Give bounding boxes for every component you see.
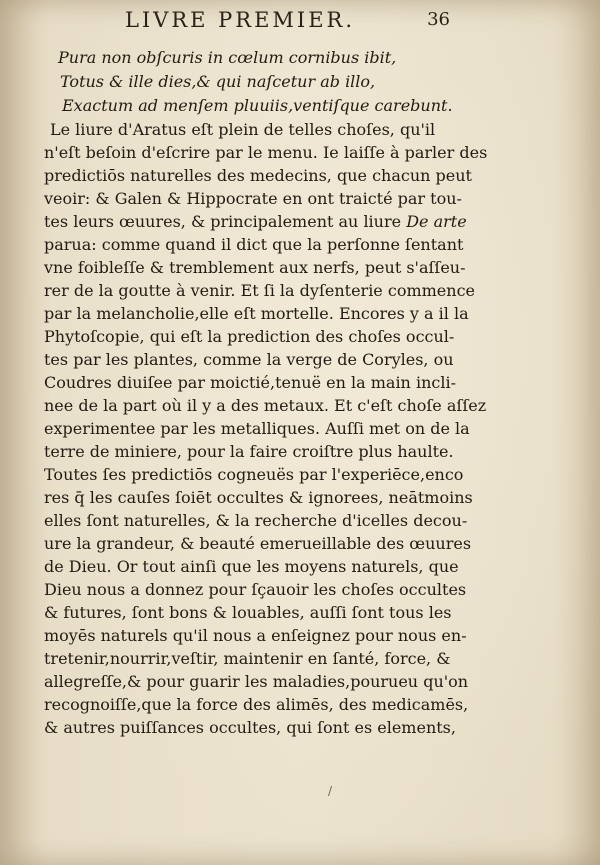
- text-line: vne foibleſſe & tremblement aux nerfs, peut s'aſſeu-: [44, 258, 466, 277]
- text-line-part: tes leurs œuures, & principalement au liure: [44, 212, 402, 231]
- body-text: [44, 118, 488, 739]
- text-line: veoir: & Galen & Hippocrate en ont traicté par tou-: [44, 189, 462, 208]
- text-line: recognoiſſe,que la force des alimēs, des medicamēs,: [44, 695, 469, 714]
- text-line: Coudres diuiſee par moictié,tenuë en la main incli-: [44, 373, 456, 392]
- text-line: par la melancholie,elle eſt mortelle. Encores y a il la: [44, 304, 469, 323]
- text-line: tretenir,nourrir,veſtir, maintenir en ſanté, force, &: [44, 649, 451, 668]
- text-line: experimentee par les metalliques. Auſſi met on de la: [44, 419, 470, 438]
- italic-title: De arte: [406, 212, 467, 231]
- text-line: moyēs naturels qu'il nous a enſeignez pour nous en-: [44, 626, 467, 645]
- verse-line: Pura non obſcuris in cœlum cornibus ibit,: [58, 48, 397, 67]
- verse-line: Exactum ad menſem pluuiis,ventiſque carebunt.: [62, 96, 453, 115]
- text-line: Phytoſcopie, qui eſt la prediction des choſes occul-: [44, 327, 455, 346]
- text-line: Toutes ſes predictiōs cogneuës par l'experiēce,enco: [44, 465, 464, 484]
- text-line: elles ſont naturelles, & la recherche d'icelles decou-: [44, 511, 468, 530]
- running-title: LIVRE PREMIER.: [124, 8, 356, 32]
- latin-verse: [58, 46, 458, 118]
- page-number: 36: [427, 9, 450, 30]
- text-line: Dieu nous a donnez pour ſçauoir les choſes occultes: [44, 580, 467, 599]
- text-line: n'eſt beſoin d'eſcrire par le menu. Ie laiſſe à parler des: [44, 143, 488, 162]
- text-line: de Dieu. Or tout ainſi que les moyens naturels, que: [44, 557, 459, 576]
- stray-ink-mark: /: [328, 784, 333, 798]
- text-line: parua: comme quand il dict que la perſonne ſentant: [44, 235, 464, 254]
- text-line: nee de la part où il y a des metaux. Et c'eſt choſe aſſez: [44, 396, 487, 415]
- text-line: [44, 210, 467, 233]
- text-line: allegreſſe,& pour guarir les maladies,pourueu qu'on: [44, 672, 469, 691]
- text-line: & futures, ſont bons & louables, auſſi ſont tous les: [44, 603, 452, 622]
- text-line: ure la grandeur, & beauté emerueillable des œuures: [44, 534, 472, 553]
- text-line: predictiōs naturelles des medecins, que chacun peut: [44, 166, 472, 185]
- text-line: rer de la goutte à venir. Et ſi la dyſenterie commence: [44, 281, 475, 300]
- text-line: Le liure d'Aratus eſt plein de telles choſes, qu'il: [50, 120, 436, 139]
- verse-line: Totus & ille dies,& qui naſcetur ab illo,: [60, 72, 376, 91]
- text-line: terre de miniere, pour la faire croiſtre plus haulte.: [44, 442, 454, 461]
- text-line: res q̄ les cauſes ſoiēt occultes & ignorees, neātmoins: [44, 488, 473, 507]
- text-line: & autres puiſſances occultes, qui ſont es elements,: [44, 718, 456, 737]
- text-line: tes par les plantes, comme la verge de Coryles, ou: [44, 350, 454, 369]
